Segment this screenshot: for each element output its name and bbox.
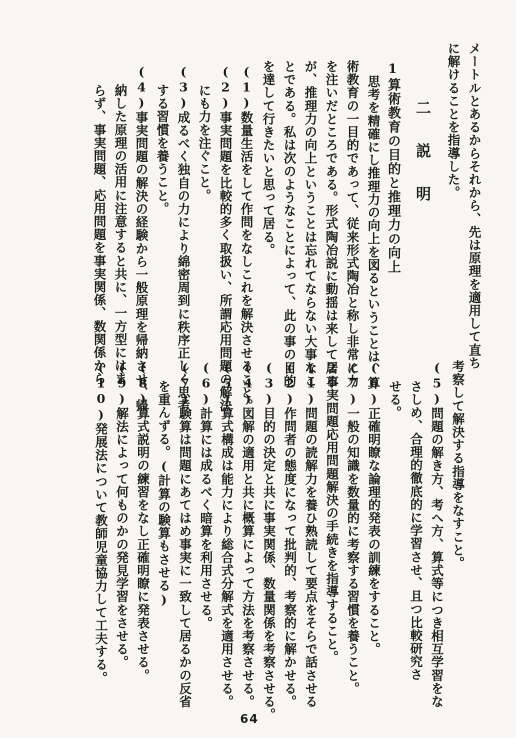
text-line: 思考を精確にし推理力の向上を図るということは、算	[366, 75, 381, 390]
list-item: (7)一般の知識を数量的に考察する習慣を養うこと。	[345, 360, 361, 695]
list-item: する習慣を養うこと。	[155, 84, 170, 215]
list-item: (8)算式説明の練習をなし正確明瞭に発表させる。	[135, 360, 151, 682]
text-line: 術教育の一目的であって、従来形式陶冶と称し非常に力	[345, 60, 360, 388]
subsection-heading: 2事実問題応用問題解決の手続きを指導すること。	[324, 360, 340, 664]
section-heading: 二説明	[414, 100, 432, 229]
text-line: さしめ、合理的徹底的に学習させ、且つ比較研究さ	[408, 380, 424, 682]
text-line: せる。	[387, 380, 403, 420]
list-item: (2)事実問題を比較的多く取扱い、所謂応用問題の解決	[218, 64, 233, 413]
list-item: (6)正確明瞭な論理的発表の訓練をすること。	[366, 360, 382, 656]
list-item: (4)事実問題の解決の経験から一般原理を帰納させ、帰	[134, 64, 149, 413]
list-item: (2)作問者の態度になって批判的、考察的に解かせる。	[282, 360, 298, 709]
list-item: (3)目的の決定と共に事実関係、数量関係を考察させる。	[261, 360, 277, 722]
text-line: を注いだところである。形式陶冶説に動揺は来して居る	[324, 60, 339, 388]
text-line: (5)問題の解き方、考へ方、算式等につき相互学習をな	[429, 360, 445, 709]
list-item: (10)発展法について教師児童協力して工夫する。	[93, 360, 109, 685]
text-line: メートルとあるからそれから、先は原理を適用して直ち	[467, 42, 482, 370]
text-line: に解けることを指導した。	[446, 42, 461, 200]
text-line: が、推理力の向上ということは忘れてならない大事なこ	[303, 60, 318, 388]
list-item: (5)算式構成は能力により総合式分解式を適用させる。	[219, 360, 235, 709]
list-item: を重んずる。(計算の験算もさせる)	[156, 380, 172, 608]
text-line: 考察して解決する指導をなすこと。	[450, 360, 466, 570]
list-item: (7)験算は問題にあてはめ事実に一致して居るかの反省	[177, 360, 193, 709]
list-item: にも力を注ぐこと。	[197, 84, 212, 202]
list-item: (3)成るべく独自の力により綿密周到に秩序正しく思考	[176, 64, 191, 413]
list-item: (1)問題の読解力を養ひ熟読して要点をそらで話させる	[303, 360, 319, 709]
text-line: を達して行きたいと思って居る。	[261, 60, 276, 257]
list-item: (9)解法によって何ものかの発見学習をさせる。	[114, 360, 130, 669]
text-line: とである。私は次のようなことによって、此の事の目的	[282, 60, 297, 388]
list-item: (1)数量生活をして作問をなしこれを解決させること。	[239, 64, 254, 413]
page-number: 64	[240, 712, 259, 726]
list-item: (4)図解の適用と共に概算によって方法を考察させる。	[240, 360, 256, 709]
list-item: らず、事実問題、応用問題を事実関係、数関係から	[92, 84, 107, 386]
list-item: (6)計算には成るべく暗算を利用させる。	[198, 360, 214, 630]
subsection-heading: 1算術教育の目的と推理力の向上	[385, 62, 400, 274]
list-item: 納した原理の活用に注意すると共に、一方型にはま	[113, 84, 128, 386]
